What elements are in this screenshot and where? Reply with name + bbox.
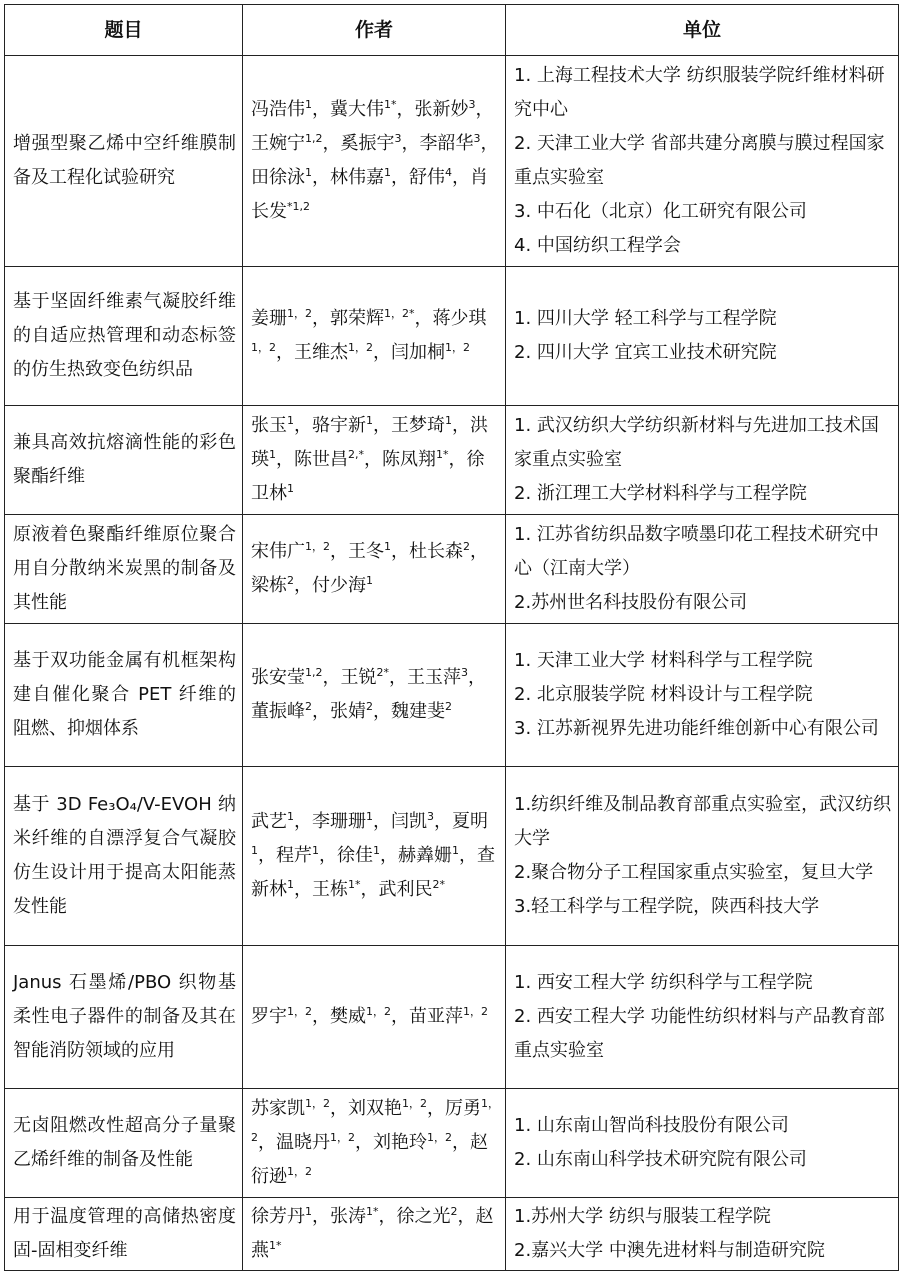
table-row: [5, 406, 899, 515]
author-affiliation-marker: *1,2: [287, 200, 310, 213]
table-row: [5, 946, 899, 1089]
affiliation-item: 3.轻工科学与工程学院，陕西科技大学: [514, 896, 820, 917]
author-affiliation-marker: 3: [468, 98, 476, 111]
author-affiliation-marker: 1，2: [287, 1005, 312, 1018]
affiliation-item: 2.聚合物分子工程国家重点实验室，复旦大学: [514, 862, 874, 883]
author-name: 林伟嘉: [330, 167, 384, 188]
author-name: 冀大伟: [330, 99, 384, 120]
table-row: [5, 515, 899, 624]
author-name: 查新林: [251, 845, 495, 900]
author-affiliation-marker: 1，2: [287, 307, 312, 320]
author-name: 董振峰: [251, 701, 305, 722]
author-affiliation-marker: 1: [445, 414, 452, 427]
author-affiliation-marker: 3: [473, 132, 481, 145]
author-affiliation-marker: 1*: [436, 448, 449, 461]
paper-title: 增强型聚乙烯中空纤维膜制备及工程化试验研究: [5, 56, 243, 267]
author-name: 徐芳丹: [251, 1206, 305, 1227]
header-row: [5, 5, 899, 56]
author-affiliation-marker: 1: [366, 574, 373, 587]
author-affiliation-marker: 2*: [376, 666, 389, 679]
author-name: 王冬: [348, 541, 384, 562]
header-authors: 作者: [243, 5, 506, 56]
author-name: 肖长发: [251, 167, 488, 222]
author-affiliation-marker: 2,*: [348, 448, 364, 461]
author-name: 蒋少琪: [432, 308, 487, 329]
author-affiliation-marker: 2: [450, 1205, 458, 1218]
author-affiliation-marker: 1: [287, 810, 294, 823]
author-affiliation-marker: 3: [394, 132, 402, 145]
author-affiliation-marker: 1: [366, 414, 373, 427]
author-name: 徐之光: [396, 1206, 451, 1227]
author-name: 武艺: [251, 811, 287, 832]
affiliation-list: [506, 946, 899, 1089]
author-name: 张新妙: [414, 99, 469, 120]
paper-title: 基于坚固纤维素气凝胶纤维的自适应热管理和动态标签的仿生热致变色纺织品: [5, 267, 243, 406]
author-name: 徐佳: [337, 845, 373, 866]
author-affiliation-marker: 1: [373, 844, 380, 857]
author-affiliation-marker: 2: [305, 700, 312, 713]
author-name: 杜长森: [409, 541, 463, 562]
affiliation-item: 1.苏州大学 纺织与服装工程学院: [514, 1206, 771, 1227]
author-name: 厉勇: [445, 1098, 481, 1119]
affiliation-item: 1.纺织纤维及制品教育部重点实验室，武汉纺织大学: [514, 794, 892, 849]
affiliation-item: 1. 西安工程大学 纺织科学与工程学院: [514, 972, 813, 993]
author-affiliation-marker: 3: [427, 810, 434, 823]
author-affiliation-marker: 1: [287, 414, 294, 427]
author-affiliation-marker: 1: [305, 1205, 312, 1218]
affiliation-item: 2. 山东南山科学技术研究院有限公司: [514, 1149, 807, 1170]
paper-title: 基于 3D Fe₃O₄/V-EVOH 纳米纤维的自漂浮复合气凝胶仿生设计用于提高太阳能蒸发性能: [5, 767, 243, 946]
papers-table: [4, 4, 899, 1271]
affiliation-list: [506, 267, 899, 406]
affiliation-item: 2. 天津工业大学 省部共建分离膜与膜过程国家重点实验室: [514, 133, 885, 188]
affiliation-item: 1. 武汉纺织大学纺织新材料与先进加工技术国家重点实验室: [514, 415, 879, 470]
author-name: 夏明: [452, 811, 488, 832]
author-name: 赵燕: [251, 1206, 494, 1261]
author-list: 苏家凯$^{1,2}$，刘双艳$^{1,2}$，厉勇$^{1,2}$，温晓丹$^{1,2}$，刘艳玲$^{1,2}$，赵衍逊$^{1,2}$: [243, 1089, 506, 1198]
paper-title: 无卤阻燃改性超高分子量聚乙烯纤维的制备及性能: [5, 1089, 243, 1198]
affiliation-list: [506, 1089, 899, 1198]
author-name: 武利民: [378, 879, 433, 900]
affiliation-item: 1. 江苏省纺织品数字喷墨印花工程技术研究中心（江南大学）: [514, 524, 879, 579]
author-affiliation-marker: 1*: [384, 98, 397, 111]
paper-title: 用于温度管理的高储热密度固-固相变纤维: [5, 1198, 243, 1271]
author-name: 程芹: [276, 845, 312, 866]
paper-title: Janus 石墨烯/PBO 织物基柔性电子器件的制备及其在智能消防领域的应用: [5, 946, 243, 1089]
author-name: 李珊珊: [312, 811, 366, 832]
author-list: 武艺$^1$，李珊珊$^1$，闫凯$^3$，夏明$^1$，程芹$^1$，徐佳$^1$，赫羴姗$^1$，查新林$^1$，王栋$^{1*}$，武利民$^{2*}$: [243, 767, 506, 946]
author-name: 陈凤翔: [382, 449, 436, 470]
author-list: 张安莹$^{1,2}$，王锐$^{2*}$，王玉萍$^3$，董振峰$^2$，张婧$^2$，魏建斐$^2$: [243, 624, 506, 767]
affiliation-item: 3. 江苏新视界先进功能纤维创新中心有限公司: [514, 718, 879, 739]
author-name: 刘艳玲: [373, 1132, 427, 1153]
author-name: 奚振宇: [340, 133, 395, 154]
author-name: 王婉宁: [251, 133, 305, 154]
paper-title: 原液着色聚酯纤维原位聚合用自分散纳米炭黑的制备及其性能: [5, 515, 243, 624]
author-affiliation-marker: 1，2: [305, 540, 330, 553]
header-title: 题目: [5, 5, 243, 56]
table-row: [5, 767, 899, 946]
author-name: 魏建斐: [391, 701, 445, 722]
author-name: 洪瑛: [251, 415, 488, 470]
affiliation-item: 3. 中石化（北京）化工研究有限公司: [514, 201, 807, 222]
author-list: 徐芳丹$^1$，张涛$^{1*}$，徐之光$^2$，赵燕$^{1*}$: [243, 1198, 506, 1271]
paper-title: 基于双功能金属有机框架构建自催化聚合 PET 纤维的阻燃、抑烟体系: [5, 624, 243, 767]
author-affiliation-marker: 1: [269, 448, 276, 461]
author-name: 王栋: [312, 879, 348, 900]
author-name: 宋伟广: [251, 541, 305, 562]
author-list: 冯浩伟$^1$，冀大伟$^{1*}$，张新妙$^3$，王婉宁$^{1,2}$，奚振宇$^3$，李韶华$^3$，田徐泳$^1$，林伟嘉$^1$，舒伟$^4$，肖长发$^{*1,2}$: [243, 56, 506, 267]
author-affiliation-marker: 1: [366, 810, 373, 823]
author-name: 徐卫林: [251, 449, 485, 504]
author-name: 王维杰: [294, 342, 348, 363]
author-affiliation-marker: 1，2: [463, 1005, 488, 1018]
author-name: 陈世昌: [294, 449, 348, 470]
author-affiliation-marker: 1，2: [427, 1131, 452, 1144]
author-affiliation-marker: 1，2*: [384, 307, 415, 320]
author-affiliation-marker: 1*: [348, 878, 361, 891]
affiliation-list: [506, 56, 899, 267]
author-name: 温晓丹: [276, 1132, 330, 1153]
affiliation-item: 2. 四川大学 宜宾工业技术研究院: [514, 342, 777, 363]
author-affiliation-marker: 1，2: [287, 1165, 312, 1178]
affiliation-list: [506, 406, 899, 515]
author-affiliation-marker: 1: [312, 844, 319, 857]
author-name: 付少海: [312, 575, 366, 596]
affiliation-list: [506, 624, 899, 767]
author-affiliation-marker: 1，2: [348, 341, 373, 354]
author-name: 王梦琦: [391, 415, 445, 436]
author-name: 王锐: [340, 667, 377, 688]
author-affiliation-marker: 1*: [269, 1239, 282, 1252]
author-affiliation-marker: 2: [366, 700, 373, 713]
author-affiliation-marker: 1,2: [305, 666, 323, 679]
author-affiliation-marker: 1,2: [305, 132, 323, 145]
affiliation-item: 1. 天津工业大学 材料科学与工程学院: [514, 650, 813, 671]
author-name: 闫加桐: [391, 342, 445, 363]
author-name: 郭荣辉: [330, 308, 384, 329]
affiliation-item: 4. 中国纺织工程学会: [514, 235, 681, 256]
affiliation-item: 1. 四川大学 轻工科学与工程学院: [514, 308, 777, 329]
paper-title: 兼具高效抗熔滴性能的彩色聚酯纤维: [5, 406, 243, 515]
author-affiliation-marker: 1，2: [305, 1097, 330, 1110]
author-affiliation-marker: 1: [287, 878, 294, 891]
table-row: [5, 267, 899, 406]
author-name: 王玉萍: [407, 667, 461, 688]
author-name: 苗亚萍: [409, 1006, 463, 1027]
author-affiliation-marker: 1: [305, 166, 312, 179]
author-affiliation-marker: 2: [463, 540, 470, 553]
affiliation-item: 1. 上海工程技术大学 纺织服装学院纤维材料研究中心: [514, 65, 885, 120]
table-row: [5, 56, 899, 267]
author-name: 李韶华: [419, 133, 474, 154]
affiliation-item: 1. 山东南山智尚科技股份有限公司: [514, 1115, 789, 1136]
author-affiliation-marker: 1，2: [330, 1131, 355, 1144]
author-name: 樊威: [330, 1006, 366, 1027]
author-name: 赫羴姗: [398, 845, 452, 866]
author-name: 刘双艳: [348, 1098, 402, 1119]
author-name: 舒伟: [409, 167, 445, 188]
author-name: 张婧: [330, 701, 366, 722]
author-affiliation-marker: 1: [452, 844, 459, 857]
author-name: 梁栋: [251, 575, 287, 596]
affiliation-list: [506, 515, 899, 624]
author-name: 赵衍逊: [251, 1132, 488, 1187]
author-affiliation-marker: 4: [445, 166, 452, 179]
author-affiliation-marker: 1，2: [251, 341, 276, 354]
author-affiliation-marker: 1*: [366, 1205, 379, 1218]
author-affiliation-marker: 1: [305, 98, 312, 111]
table-row: [5, 624, 899, 767]
author-name: 冯浩伟: [251, 99, 305, 120]
author-affiliation-marker: 1，2: [366, 1005, 391, 1018]
author-affiliation-marker: 2: [287, 574, 294, 587]
author-affiliation-marker: 2: [445, 700, 452, 713]
author-name: 闫凯: [391, 811, 427, 832]
author-affiliation-marker: 1，2: [251, 1097, 499, 1144]
author-affiliation-marker: 2*: [432, 878, 445, 891]
author-name: 苏家凯: [251, 1098, 305, 1119]
affiliation-list: [506, 1198, 899, 1271]
author-affiliation-marker: 3: [461, 666, 468, 679]
author-name: 骆宇新: [312, 415, 366, 436]
author-name: 姜珊: [251, 308, 287, 329]
table-row: [5, 1089, 899, 1198]
author-affiliation-marker: 1: [384, 540, 391, 553]
author-name: 张涛: [330, 1206, 366, 1227]
author-affiliation-marker: 1，2: [445, 341, 470, 354]
author-name: 田徐泳: [251, 167, 305, 188]
affiliation-item: 2. 西安工程大学 功能性纺织材料与产品教育部重点实验室: [514, 1006, 885, 1061]
table-row: [5, 1198, 899, 1271]
header-affiliation: 单位: [506, 5, 899, 56]
affiliation-item: 2.嘉兴大学 中澳先进材料与制造研究院: [514, 1240, 825, 1261]
affiliation-item: 2. 北京服装学院 材料设计与工程学院: [514, 684, 813, 705]
author-affiliation-marker: 1: [287, 482, 294, 495]
author-name: 罗宇: [251, 1006, 287, 1027]
affiliation-item: 2.苏州世名科技股份有限公司: [514, 592, 748, 613]
author-name: 张玉: [251, 415, 287, 436]
author-list: 罗宇$^{1,2}$，樊威$^{1,2}$，苗亚萍$^{1,2}$: [243, 946, 506, 1089]
author-list: 姜珊$^{1,2}$，郭荣辉$^{1,2*}$，蒋少琪$^{1,2}$，王维杰$^{1,2}$，闫加桐$^{1,2}$: [243, 267, 506, 406]
author-list: 宋伟广$^{1,2}$，王冬$^1$，杜长森$^2$，梁栋$^2$，付少海$^1$: [243, 515, 506, 624]
author-name: 张安莹: [251, 667, 305, 688]
affiliation-list: [506, 767, 899, 946]
author-affiliation-marker: 1: [384, 166, 391, 179]
author-affiliation-marker: 1: [251, 844, 258, 857]
author-affiliation-marker: 1，2: [402, 1097, 427, 1110]
author-list: 张玉$^1$，骆宇新$^1$，王梦琦$^1$，洪瑛$^1$，陈世昌$^{2,*}$，陈凤翔$^{1*}$，徐卫林$^1$: [243, 406, 506, 515]
affiliation-item: 2. 浙江理工大学材料科学与工程学院: [514, 483, 807, 504]
